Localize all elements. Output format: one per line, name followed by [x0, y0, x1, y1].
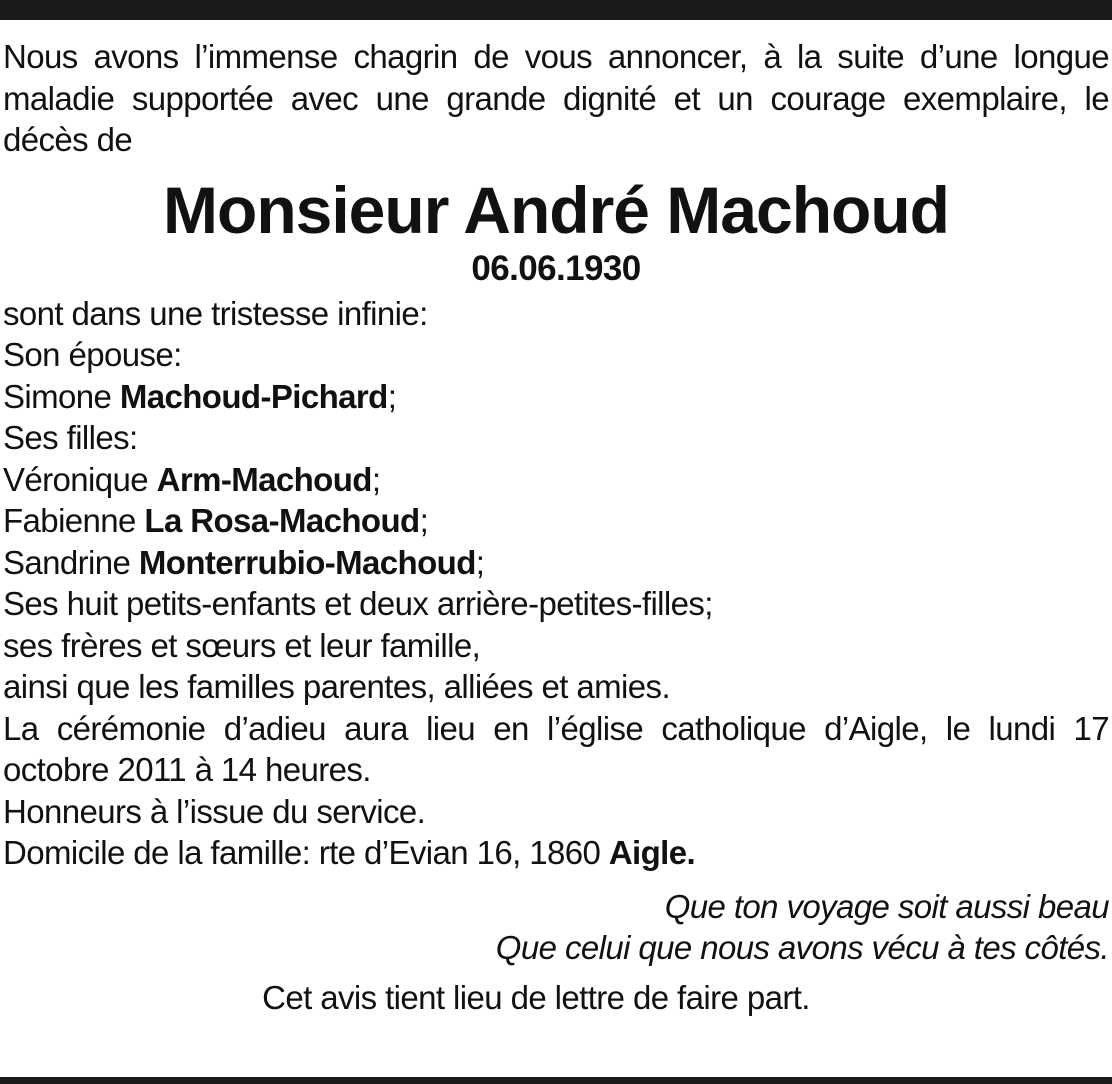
deceased-name: Monsieur André Machoud [163, 172, 949, 247]
domicile-town: Aigle. [608, 834, 696, 871]
grandchildren-line: Ses huit petits-enfants et deux arrière-petites-filles; [3, 585, 713, 622]
semicolon: ; [371, 460, 381, 498]
domicile-line [3, 832, 1109, 874]
daughter-first-name: Véronique [3, 460, 157, 498]
bottom-border-rule [0, 1077, 1112, 1084]
deceased-birth-date: 06.06.1930 [471, 248, 641, 288]
daughter-last-name: La Rosa-Machoud [144, 502, 420, 539]
farewell-quote [3, 886, 1109, 969]
domicile-address: Domicile de la famille: rte d’Evian 16, 1860 [3, 834, 609, 871]
daughter-first-name: Fabienne [3, 502, 145, 539]
intro-paragraph: Nous avons l’immense chagrin de vous annoncer, à la suite d’une longue maladie supportée avec une grande dignité et un courage exemplaire, le décès de [3, 38, 1109, 158]
ceremony-paragraph: La cérémonie d’adieu aura lieu en l’église catholique d’Aigle, le lundi 17 octobre 2011 à 14 heures. [3, 709, 1109, 788]
siblings-line: ses frères et sœurs et leur famille, [3, 626, 481, 664]
quote-line-1: Que ton voyage soit aussi beau [664, 887, 1109, 925]
closing-notice: Cet avis tient lieu de lettre de faire part. [262, 978, 810, 1016]
spouse-last-name: Machoud-Pichard [119, 377, 388, 415]
semicolon: ; [387, 377, 397, 415]
spouse-entry [3, 376, 1109, 418]
spouse-first-name: Simone [3, 377, 120, 415]
relatives-line: ainsi que les familles parentes, alliées et amies. [3, 668, 671, 705]
daughter-last-name: Arm-Machoud [156, 460, 372, 498]
daughter-entry [3, 500, 1109, 542]
daughter-first-name: Sandrine [3, 543, 139, 581]
honors-line: Honneurs à l’issue du service. [3, 792, 426, 830]
daughters-label: Ses filles: [3, 419, 138, 456]
daughter-entry [3, 459, 1109, 501]
spouse-label: Son épouse: [3, 336, 182, 373]
daughter-last-name: Monterrubio-Machoud [138, 543, 476, 581]
top-border-rule [0, 0, 1112, 20]
semicolon: ; [475, 543, 485, 581]
semicolon: ; [419, 502, 429, 539]
family-opening: sont dans une tristesse infinie: [3, 294, 428, 332]
daughter-entry [3, 542, 1109, 584]
obituary-notice [3, 36, 1109, 1018]
quote-line-2: Que celui que nous avons vécu à tes côtés. [495, 929, 1109, 966]
